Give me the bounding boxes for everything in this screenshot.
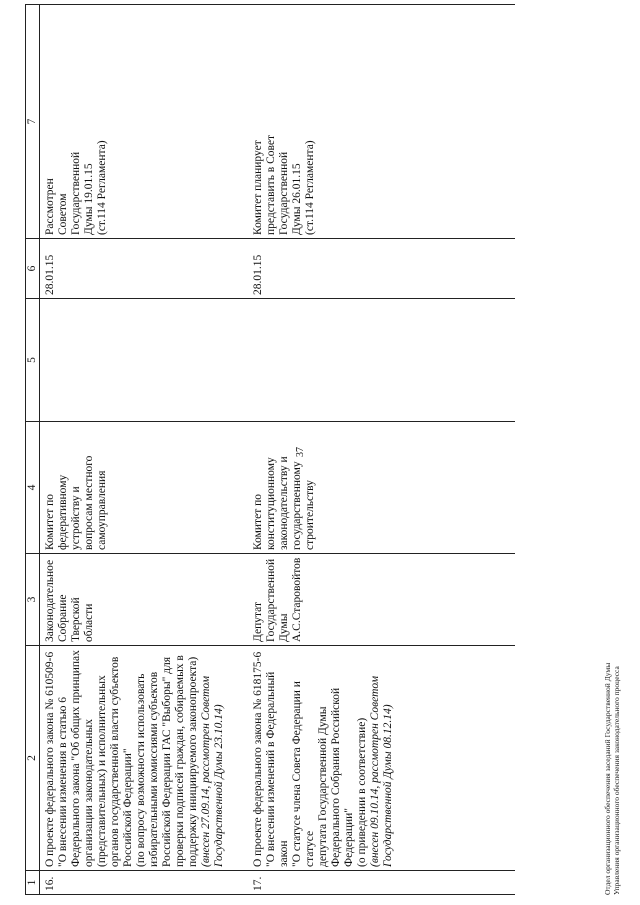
bill-description (249, 646, 515, 871)
bill-line: (о приведении в соответствие) (355, 717, 368, 867)
initiator-line: Собрание Тверской (56, 594, 82, 642)
column-5-cell (249, 299, 515, 422)
status-line: Комитет планирует (252, 140, 264, 235)
bill-line: Российской Федерации ГАС "Выборы" для (160, 656, 173, 867)
bill-note: (внесен 27.09.14, рассмотрен Советом (199, 675, 212, 867)
status-line: Думы 19.01.15 (82, 163, 95, 235)
bills-table (25, 4, 515, 895)
committee-line: конституционному (264, 457, 277, 550)
status-cell (40, 5, 250, 239)
bill-line: О проекте федерального закона № 610509-6 (44, 651, 56, 867)
initiator (249, 554, 515, 646)
bill-note: (внесен 09.10.14, рассмотрен Советом (368, 675, 381, 867)
bill-line: (представительных) и исполнительных (95, 675, 108, 867)
bill-note: Государственной Думы 23.10.14) (212, 704, 225, 867)
column-header: 6 (26, 239, 40, 299)
initiator-line: А.С.Старовойтов (290, 557, 303, 642)
bill-line: (по вопросу возможности использовать (134, 673, 147, 867)
footer-line: Отдел организационного обеспечения заседаний Государственной Думы (603, 662, 612, 895)
footer-line: Управления организационного обеспечения законодательного процесса (612, 666, 622, 895)
landscape-sheet (0, 5, 630, 895)
row-number: 17. (249, 871, 515, 895)
bill-line: Российской Федерации" (121, 748, 134, 867)
bill-line: Федерального Собрания Российской (329, 687, 342, 867)
initiator-line: Государственной (264, 558, 277, 642)
committee-line: вопросам местного (82, 455, 95, 550)
committee-line: Комитет по (44, 494, 56, 550)
page-number: 37 (295, 447, 306, 457)
committee-line: Комитет по (252, 494, 264, 550)
committee-line: строительству (303, 480, 316, 550)
column-header: 4 (26, 422, 40, 554)
status-line: Государственной (277, 151, 290, 235)
committee-line: устройству и (69, 486, 82, 550)
date-cell: 28.01.15 (249, 239, 515, 299)
committee (40, 422, 250, 554)
initiator (40, 554, 250, 646)
status-cell (249, 5, 515, 239)
bill-line: поддержку инициируемого законопроекта) (186, 656, 199, 867)
column-header: 5 (26, 299, 40, 422)
bill-note: Государственной Думы 08.12.14) (381, 704, 394, 867)
row-number: 16. (40, 871, 250, 895)
bill-line: Федерации" (342, 807, 355, 867)
column-number-row (26, 5, 40, 895)
column-header: 7 (26, 5, 40, 239)
column-header: 1 (26, 871, 40, 895)
initiator-line: Законодательное (44, 559, 56, 642)
table-row (40, 5, 250, 895)
status-line: Рассмотрен (44, 178, 56, 235)
committee-line: государственному (290, 461, 303, 550)
bill-line: Федерального закона "Об общих принципах (69, 650, 82, 867)
status-line: представить в Совет (264, 134, 277, 235)
bill-line: депутата Государственной Думы (316, 706, 329, 867)
column-5-cell (40, 299, 250, 422)
initiator-line: Думы (277, 613, 290, 642)
table-row (249, 5, 515, 895)
column-header: 2 (26, 646, 40, 871)
status-line: (ст.114 Регламента) (303, 140, 316, 235)
date-cell: 28.01.15 (40, 239, 250, 299)
footer-note (603, 375, 622, 895)
status-line: (ст.114 Регламента) (95, 140, 108, 235)
bill-line: избирательными комиссиями субъектов (147, 671, 160, 867)
bill-line: "О внесении изменения в статью 6 (56, 696, 69, 867)
bill-line: "О внесении изменений в Федеральный закон (264, 671, 290, 867)
bill-line: органов государственной власти субъектов (108, 656, 121, 867)
status-line: Государственной (69, 151, 82, 235)
bill-description (40, 646, 250, 871)
committee-line: самоуправления (95, 470, 108, 550)
committee-line: федеративному (56, 474, 69, 550)
committee (249, 422, 515, 554)
bill-line: организации законодательных (82, 719, 95, 867)
initiator-line: Депутат (252, 602, 264, 642)
bill-line: О проекте федерального закона № 618175-6 (252, 651, 264, 867)
committee-line: законодательству и (277, 456, 290, 550)
bill-line: "О статусе члена Совета Федерации и статусе (290, 681, 316, 867)
status-line: Думы 26.01.15 (290, 163, 303, 235)
column-header: 3 (26, 554, 40, 646)
status-line: Советом (56, 193, 69, 235)
bill-line: проверки подписей граждан, собираемых в (173, 655, 186, 867)
initiator-line: области (82, 603, 95, 642)
